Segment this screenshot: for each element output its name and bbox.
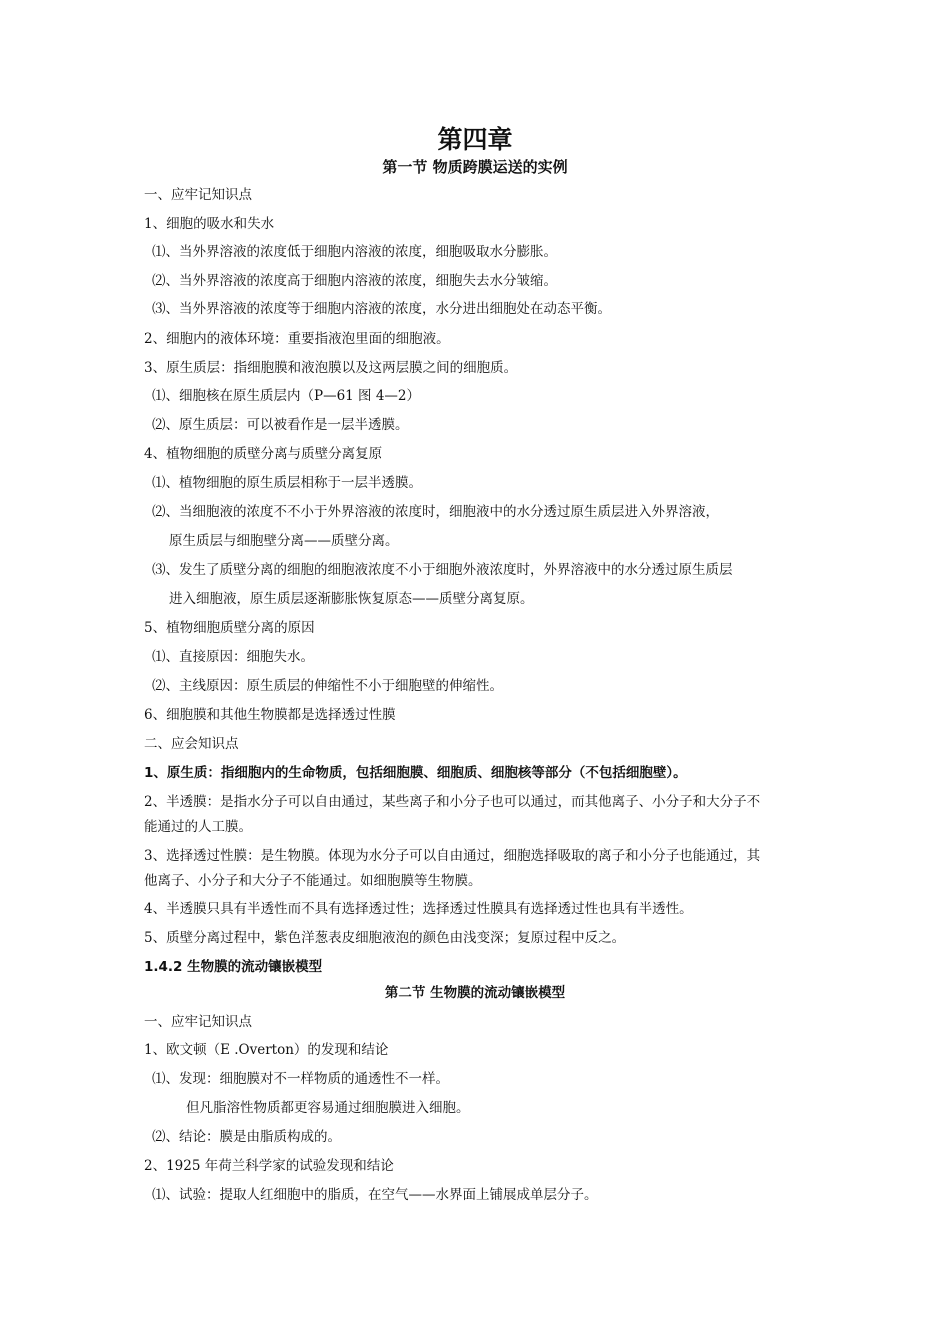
sub-item-line: ⑴、细胞核在原生质层内（P—61 图 4—2） (152, 388, 421, 404)
sub-item-line: ⑴、植物细胞的原生质层相称于一层半透膜。 (152, 475, 422, 491)
numbered-line: 4、半透膜只具有半透性而不具有选择透过性；选择透过性膜具有选择透过性也具有半透性。 (144, 901, 693, 917)
sub-item-line: ⑵、结论：膜是由脂质构成的。 (152, 1129, 341, 1145)
numbered-line: 1、细胞的吸水和失水 (144, 216, 275, 232)
section1-title: 第一节 物质跨膜运送的实例 (382, 158, 568, 176)
sub-item-line: ⑶、发生了质壁分离的细胞的细胞液浓度不小于细胞外液浓度时，外界溶液中的水分透过原生质层 (152, 562, 733, 578)
numbered-line: 3、原生质层：指细胞膜和液泡膜以及这两层膜之间的细胞质。 (144, 360, 518, 376)
sub-item-line: ⑴、当外界溶液的浓度低于细胞内溶液的浓度，细胞吸取水分膨胀。 (152, 244, 557, 260)
numbered-line: 2、1925 年荷兰科学家的试验发现和结论 (144, 1158, 394, 1174)
subheading: 1.4.2 生物膜的流动镶嵌模型 (144, 959, 323, 975)
numbered-line: 5、植物细胞质壁分离的原因 (144, 620, 315, 636)
sub-item-line: ⑵、主线原因：原生质层的伸缩性不小于细胞壁的伸缩性。 (152, 678, 503, 694)
numbered-line: 2、细胞内的液体环境：重要指液泡里面的细胞液。 (144, 331, 450, 347)
continuation-line: 能通过的人工膜。 (144, 819, 252, 835)
sub-item-line: ⑴、试验：提取人红细胞中的脂质，在空气——水界面上铺展成单层分子。 (152, 1187, 598, 1203)
sub-item-line: ⑶、当外界溶液的浓度等于细胞内溶液的浓度，水分进出细胞处在动态平衡。 (152, 301, 611, 317)
sub-item-line: ⑵、当外界溶液的浓度高于细胞内溶液的浓度，细胞失去水分皱缩。 (152, 273, 557, 289)
sub-item-line: ⑴、直接原因：细胞失水。 (152, 649, 314, 665)
sub-item-line: ⑵、当细胞液的浓度不不小于外界溶液的浓度时，细胞液中的水分透过原生质层进入外界溶液， (152, 504, 719, 520)
heading-line: 一、应牢记知识点 (144, 1014, 252, 1030)
continuation-line: 进入细胞液，原生质层逐渐膨胀恢复原态——质壁分离复原。 (169, 591, 534, 607)
bold-definition-line: 1、原生质：指细胞内的生命物质，包括细胞膜、细胞质、细胞核等部分（不包括细胞壁）。 (144, 765, 687, 781)
heading-line: 一、应牢记知识点 (144, 187, 252, 203)
continuation-line: 但凡脂溶性物质都更容易通过细胞膜进入细胞。 (186, 1100, 470, 1116)
numbered-line: 1、欧文顿（E .Overton）的发现和结论 (144, 1042, 389, 1058)
numbered-line: 6、细胞膜和其他生物膜都是选择透过性膜 (144, 707, 396, 723)
continuation-line: 原生质层与细胞壁分离——质壁分离。 (169, 533, 399, 549)
continuation-line: 他离子、小分子和大分子不能通过。如细胞膜等生物膜。 (144, 873, 482, 889)
chapter-title: 第四章 (437, 125, 513, 154)
sub-item-line: ⑵、原生质层：可以被看作是一层半透膜。 (152, 417, 409, 433)
heading-line: 二、应会知识点 (144, 736, 239, 752)
numbered-line: 3、选择透过性膜：是生物膜。体现为水分子可以自由通过，细胞选择吸取的离子和小分子也能通过，其 (144, 848, 761, 864)
numbered-line: 4、植物细胞的质壁分离与质壁分离复原 (144, 446, 383, 462)
numbered-line: 2、半透膜：是指水分子可以自由通过，某些离子和小分子也可以通过，而其他离子、小分子和大分子不 (144, 794, 761, 810)
sub-item-line: ⑴、发现：细胞膜对不一样物质的通透性不一样。 (152, 1071, 449, 1087)
numbered-line: 5、质壁分离过程中，紫色洋葱表皮细胞液泡的颜色由浅变深；复原过程中反之。 (144, 930, 626, 946)
section2-title: 第二节 生物膜的流动镶嵌模型 (384, 985, 566, 1001)
